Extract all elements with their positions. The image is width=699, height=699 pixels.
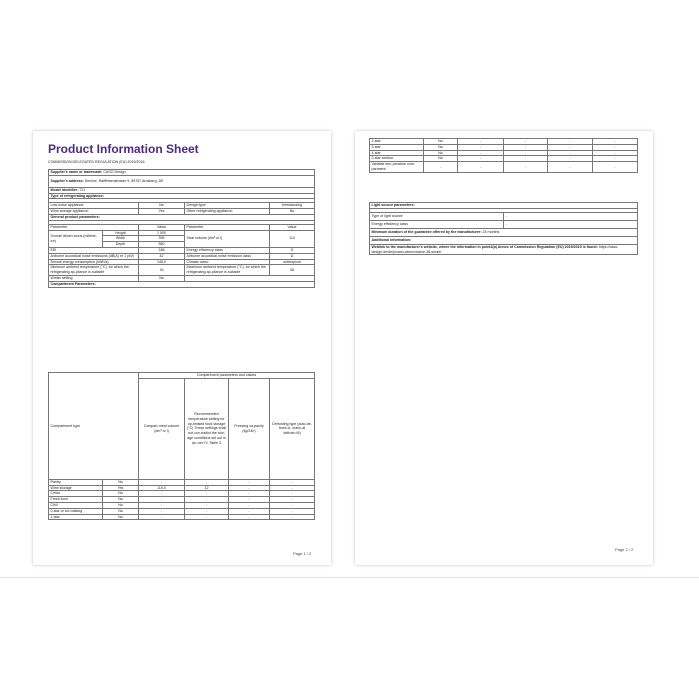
- compartment-cell-defrost: -: [270, 479, 315, 485]
- compartment-cell-freezing: -: [229, 479, 270, 485]
- compartment-cell-c4: -: [593, 144, 638, 150]
- eei-label: EEI: [49, 247, 139, 253]
- winter-label: Winter setting: [49, 275, 139, 281]
- winter-value: No: [139, 275, 185, 281]
- compartment-cell-name: 4-star: [370, 150, 424, 156]
- compartment-cell-c3: -: [548, 150, 593, 156]
- sheet-title: Product Information Sheet: [48, 142, 199, 156]
- noise-class-value: D: [270, 253, 315, 259]
- compartment-cell-name: Variable tem-perature com-partment: [370, 162, 424, 173]
- compartment-cell-name: 0-star or ice-making: [49, 508, 103, 514]
- compartment-cell-present: No: [103, 497, 139, 503]
- guarantee-value: 24 months: [482, 229, 500, 234]
- ambient-temp-row: [49, 265, 315, 276]
- compartment-cell-volume: -: [139, 497, 185, 503]
- depth-label: Depth: [103, 242, 139, 248]
- compartment-cell-defrost: -: [270, 497, 315, 503]
- compartment-params-header: [49, 281, 315, 287]
- model-label: Model identifier:: [50, 187, 79, 192]
- wine-storage-value: Yes: [139, 209, 185, 215]
- compartment-cell-c1: -: [458, 156, 504, 162]
- noise-class-label: Airborne acoustical noise emission class: [185, 253, 270, 259]
- compartment-cell-c2: -: [504, 139, 548, 145]
- climate-label: Climate class:: [185, 259, 270, 265]
- height-value: 1 000: [139, 230, 185, 236]
- general-params-label: General product parameters:: [49, 214, 315, 220]
- compartment-cell-c1: -: [458, 162, 504, 173]
- compartment-cell-present: No: [103, 491, 139, 497]
- light-guarantee-table: [369, 202, 638, 255]
- sheet-page-1: [33, 131, 331, 565]
- compartment-cell-temp: -: [185, 514, 229, 520]
- compartment-cell-volume: -: [139, 508, 185, 514]
- light-params-label: Light source parameters:: [370, 203, 638, 209]
- compartment-cell-temp: -: [185, 502, 229, 508]
- compartment-cell-temp: -: [185, 491, 229, 497]
- compartment-values-header: Compartment parameters and values: [139, 373, 315, 379]
- compartment-cell-present: Yes: [103, 485, 139, 491]
- compartment-cell-c1: -: [458, 139, 504, 145]
- product-info-table: [48, 169, 315, 288]
- compartment-cell-c1: -: [458, 150, 504, 156]
- compartment-cell-present: No: [103, 502, 139, 508]
- height-label: Height: [103, 230, 139, 236]
- compartment-rows-continued: [370, 139, 638, 173]
- compartment-continued-table: [369, 138, 638, 173]
- compartment-cell-name: Wine storage: [49, 485, 103, 491]
- compartment-cell-present: No: [424, 156, 458, 162]
- compartment-cell-freezing: -: [229, 497, 270, 503]
- light-type-value: -: [504, 212, 638, 220]
- compartment-cell-defrost: -: [270, 485, 315, 491]
- defrost-type-header: Defrosting type (auto-de-frost=A, manu-al defrost=M): [270, 378, 315, 479]
- compartment-params-label: Compartment Parameters:: [49, 281, 315, 287]
- light-type-row: [370, 212, 638, 220]
- light-class-row: [370, 220, 638, 228]
- compartment-cell-present: -: [424, 162, 458, 173]
- compartment-cell-name: 3-star: [370, 144, 424, 150]
- compartment-cell-temp: 12: [185, 485, 229, 491]
- compartment-rows: [49, 479, 315, 520]
- supplier-name-value: CASO Design: [103, 170, 126, 174]
- param-header-right: Parameter: [185, 224, 270, 230]
- compartment-cell-present: No: [424, 139, 458, 145]
- compartment-cell-c4: -: [593, 150, 638, 156]
- compartment-cell-defrost: -: [270, 502, 315, 508]
- climate-value: subtropical: [270, 259, 315, 265]
- low-noise-value: No: [139, 203, 185, 209]
- compartment-cell-defrost: -: [270, 508, 315, 514]
- appliance-type-label: Type of refrigerating appliance:: [49, 193, 315, 199]
- compartment-cell-name: Cellar: [49, 491, 103, 497]
- compartment-cell-defrost: -: [270, 491, 315, 497]
- regulation-subtitle: COMMISSION DELEGATED REGULATION (EU) 2019/2016: [48, 160, 145, 164]
- other-refrig-value: No: [270, 209, 315, 215]
- design-type-value: freestanding: [270, 203, 315, 209]
- annual-energy-label: Annual energy consumption (kWh/a): [49, 259, 139, 265]
- supplier-address-label: Supplier's address:: [50, 178, 84, 183]
- total-volume-value: 110: [270, 230, 315, 247]
- page-number: Page 1 / 2: [293, 551, 312, 556]
- min-temp-label: Minimum ambient temperature (°C), for which the refrigerating ap-pliance is suitable: [49, 265, 139, 276]
- compartment-cell-name: 2-star: [370, 139, 424, 145]
- compartment-cell-present: No: [424, 144, 458, 150]
- additional-info-row: [370, 236, 638, 244]
- compartment-cell-name: Pantry: [49, 479, 103, 485]
- compartment-cell-present: No: [103, 479, 139, 485]
- compartment-cell-name: Fresh food: [49, 497, 103, 503]
- sheet-page-2: [355, 131, 653, 565]
- compartment-cell-c4: -: [593, 156, 638, 162]
- page-number: Page 2 / 2: [615, 547, 634, 552]
- recommended-temp-header: Recommended temperature setting for op-timised food storage (°C) These settings shall not con-tradict the stor-age conditions set out in An-nex IV, Table 3: [185, 378, 229, 479]
- guarantee-row: [370, 228, 638, 236]
- compartment-row: [370, 162, 638, 173]
- compartment-cell-temp: -: [185, 497, 229, 503]
- design-type-label: Design type:: [185, 203, 270, 209]
- supplier-address-row: [49, 175, 315, 187]
- compartment-cell-c3: -: [548, 156, 593, 162]
- noise-db-value: 42: [139, 253, 185, 259]
- compartment-cell-c3: -: [548, 144, 593, 150]
- light-type-label: Type of light source: [370, 212, 504, 220]
- compartment-cell-volume: -: [139, 502, 185, 508]
- supplier-name-label: Supplier's name or trademark:: [50, 170, 103, 174]
- compartment-cell-c3: -: [548, 162, 593, 173]
- weblink-label: Weblink to the manufacturer's website, where the information in point4(a) Annex of Commission Regulation (EU) 2019/2019 is found:: [371, 244, 598, 249]
- energy-class-value: G: [270, 247, 315, 253]
- compartment-cell-volume: -: [139, 479, 185, 485]
- width-value: 395: [139, 236, 185, 242]
- max-temp-label: Maximum ambient temperature (°C), for which the refrigerating ap-pliance is suitable: [185, 265, 270, 276]
- compartment-cell-name: 2-star section: [370, 156, 424, 162]
- overall-dims-label: Overall dimen-sions (millime-tre): [49, 230, 103, 247]
- model-value: 721: [79, 187, 86, 192]
- eei-value: 186: [139, 247, 185, 253]
- value-header-left: Value: [139, 224, 185, 230]
- compartment-cell-c4: -: [593, 162, 638, 173]
- compartment-cell-c2: -: [504, 150, 548, 156]
- compartment-cell-c3: -: [548, 139, 593, 145]
- compartment-row: [49, 514, 315, 520]
- compartment-cell-present: No: [103, 514, 139, 520]
- guarantee-label: Minimum duration of the guarantee offered by the manufacturer:: [371, 229, 482, 234]
- param-header-left: Parameter: [49, 224, 139, 230]
- screen-divider: [0, 577, 699, 578]
- compartment-cell-freezing: -: [229, 508, 270, 514]
- compartment-cell-name: Chill: [49, 502, 103, 508]
- compartment-cell-name: 1-star: [49, 514, 103, 520]
- depth-value: 580: [139, 242, 185, 248]
- compartment-cell-c2: -: [504, 156, 548, 162]
- compartment-cell-freezing: -: [229, 514, 270, 520]
- compartment-cell-c2: -: [504, 162, 548, 173]
- min-temp-value: 16: [139, 265, 185, 276]
- compartment-cell-freezing: -: [229, 502, 270, 508]
- compartment-table: [48, 372, 315, 520]
- light-class-value: -: [504, 220, 638, 228]
- annual-energy-value: 146,0: [139, 259, 185, 265]
- compartment-cell-freezing: -: [229, 491, 270, 497]
- additional-info-label: Additional information:: [370, 236, 638, 244]
- compartment-volume-header: Compart-ment volume (dm³ or l): [139, 378, 185, 479]
- supplier-address-value: Service, Raiffeisenstrasse 9, 59757 Arnsberg, DE: [84, 178, 164, 183]
- other-refrig-label: Other refrigerating appliance:: [185, 209, 270, 215]
- compartment-cell-c2: -: [504, 144, 548, 150]
- light-class-label: Energy efficiency class: [370, 220, 504, 228]
- width-label: Width: [103, 236, 139, 242]
- max-temp-value: 38: [270, 265, 315, 276]
- compartment-cell-present: No: [424, 150, 458, 156]
- compartment-cell-temp: -: [185, 479, 229, 485]
- compartment-cell-volume: 110,0: [139, 485, 185, 491]
- value-header-right: Value: [270, 224, 315, 230]
- compartment-cell-freezing: -: [229, 485, 270, 491]
- compartment-cell-present: No: [103, 508, 139, 514]
- total-volume-label: Total volume (dm³ or l): [185, 230, 270, 247]
- compartment-cell-defrost: -: [270, 514, 315, 520]
- low-noise-label: Low-noise appliance:: [49, 203, 139, 209]
- compartment-cell-volume: -: [139, 514, 185, 520]
- compartment-cell-volume: -: [139, 491, 185, 497]
- weblink-row: [370, 244, 638, 255]
- compartment-type-label: Compartment type: [49, 373, 139, 480]
- noise-db-label: Airborne acoustical noise emissions (dB(A) re 1 pW): [49, 253, 139, 259]
- energy-class-label: Energy efficiency class: [185, 247, 270, 253]
- freezing-capacity-header: Freezing ca-pacity (kg/24h): [229, 378, 270, 479]
- compartment-cell-c4: -: [593, 139, 638, 145]
- compartment-cell-temp: -: [185, 508, 229, 514]
- wine-storage-label: Wine storage appliance:: [49, 209, 139, 215]
- compartment-cell-c1: -: [458, 144, 504, 150]
- weblink-value: https://caso-design.de/de/p/caso-winexclusive-38-smart/: [371, 244, 619, 254]
